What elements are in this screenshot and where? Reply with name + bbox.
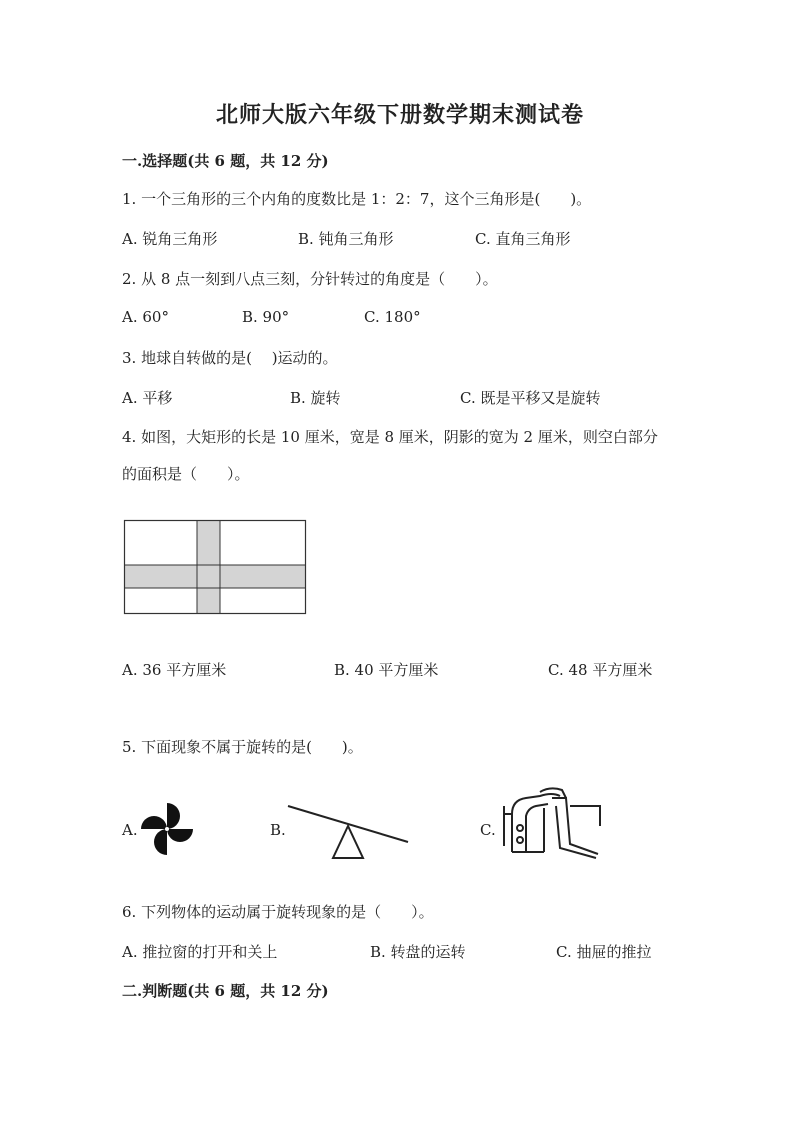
question-3: 3. 地球自转做的是( )运动的。 [122, 349, 338, 367]
pinwheel-icon [138, 800, 196, 858]
rectangle-figure [124, 520, 306, 614]
section-heading-judgement: 二.判断题(共 6 题，共 12 分) [122, 982, 329, 1000]
question-4-line2: 的面积是（ ）。 [122, 465, 250, 483]
q3-option-c: C. 既是平移又是旋转 [460, 389, 601, 407]
q1-option-c: C. 直角三角形 [475, 230, 571, 248]
seesaw-icon [286, 804, 410, 860]
q2-option-c: C. 180° [364, 308, 421, 326]
question-1: 1. 一个三角形的三个内角的度数比是 1：2：7，这个三角形是( )。 [122, 190, 592, 208]
q3-option-b: B. 旋转 [290, 389, 341, 407]
question-6: 6. 下列物体的运动属于旋转现象的是（ ）。 [122, 903, 434, 921]
q6-option-c: C. 抽屉的推拉 [556, 943, 652, 961]
q3-option-a: A. 平移 [122, 389, 173, 407]
section-heading-choice: 一.选择题(共 6 题，共 12 分) [122, 152, 329, 170]
q4-option-c: C. 48 平方厘米 [548, 661, 653, 679]
shaded-horizontal-strip [124, 565, 306, 588]
q6-option-b: B. 转盘的运转 [370, 943, 466, 961]
question-4-line1: 4. 如图，大矩形的长是 10 厘米，宽是 8 厘米，阴影的宽为 2 厘米，则空白部分 [122, 428, 658, 446]
q1-option-b: B. 钝角三角形 [298, 230, 394, 248]
q5-option-a: A. [122, 821, 138, 839]
question-2: 2. 从 8 点一刻到八点三刻，分针转过的角度是（ ）。 [122, 270, 498, 288]
q5-option-b: B. [270, 821, 286, 839]
q4-option-a: A. 36 平方厘米 [122, 661, 227, 679]
q1-option-a: A. 锐角三角形 [122, 230, 218, 248]
question-5: 5. 下面现象不属于旋转的是( )。 [122, 738, 363, 756]
page-title: 北师大版六年级下册数学期末测试卷 [215, 102, 584, 128]
q6-option-a: A. 推拉窗的打开和关上 [122, 943, 278, 961]
q5-option-c: C. [480, 821, 496, 839]
q4-option-b: B. 40 平方厘米 [334, 661, 439, 679]
playground-slide-icon [500, 786, 604, 858]
q2-option-b: B. 90° [242, 308, 290, 326]
q2-option-a: A. 60° [122, 308, 169, 326]
